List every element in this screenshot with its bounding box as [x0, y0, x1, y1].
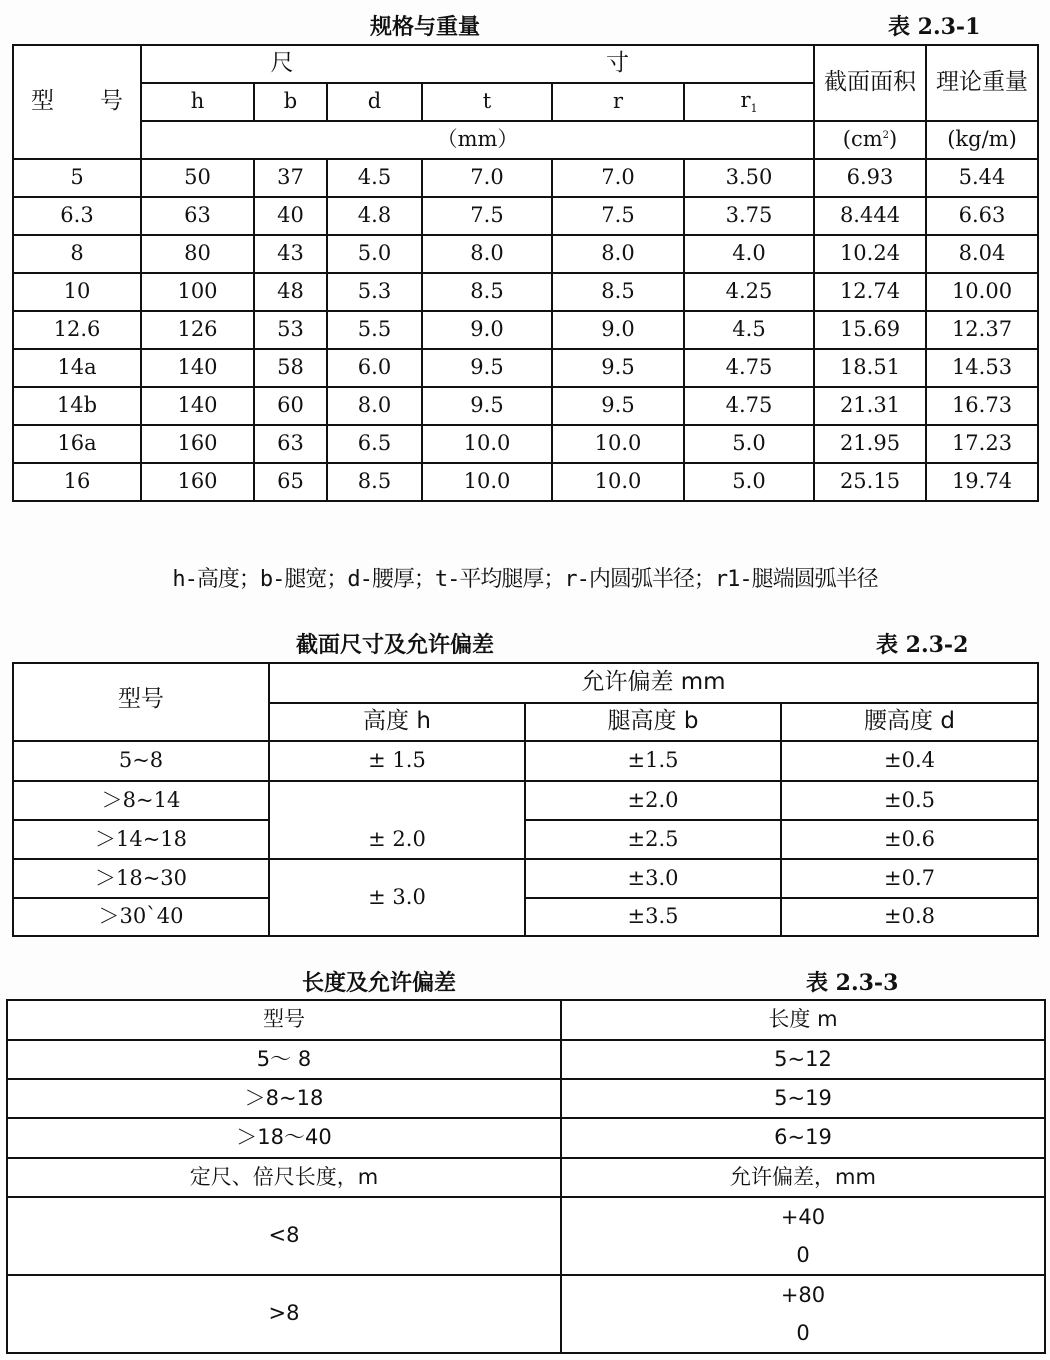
- length-tolerance-table: [6, 999, 1046, 1354]
- t3-tolerance-lower: 0: [796, 1321, 810, 1345]
- table1-cell: 10.0: [422, 425, 552, 463]
- table1-cell: 58: [254, 349, 327, 387]
- model-header: 型 号: [13, 45, 141, 159]
- table1-cell: 17.23: [926, 425, 1038, 463]
- table1-cell: 5.5: [327, 311, 422, 349]
- t3-tolerance-upper: +40: [780, 1205, 826, 1229]
- table1-cell: 7.0: [552, 159, 684, 197]
- table1-cell: 100: [141, 273, 254, 311]
- t2-b-value: ±2.0: [525, 781, 781, 820]
- table1-row: [13, 349, 1038, 387]
- table2-number: 表 2.3-2: [876, 632, 969, 658]
- table1-cell: 14b: [13, 387, 141, 425]
- table3-title: 长度及允许偏差: [302, 970, 457, 996]
- table1-cell: 10.0: [422, 463, 552, 501]
- table1-cell: 12.6: [13, 311, 141, 349]
- table1-cell: 18.51: [814, 349, 926, 387]
- col-r: r: [552, 83, 684, 121]
- table1-cell: 6.3: [13, 197, 141, 235]
- table1-cell: 4.25: [684, 273, 814, 311]
- t3-length-header: 长度 m: [561, 1000, 1045, 1040]
- unit-area: [814, 121, 926, 159]
- table1-cell: 63: [254, 425, 327, 463]
- t2-h-value: ± 2.0: [269, 781, 525, 859]
- table1-cell: 14.53: [926, 349, 1038, 387]
- col-h: h: [141, 83, 254, 121]
- table1-cell: 5.3: [327, 273, 422, 311]
- table1-cell: 19.74: [926, 463, 1038, 501]
- table1-number: 表 2.3-1: [888, 14, 981, 40]
- table1-cell: 9.5: [422, 349, 552, 387]
- t3-model: 5～ 8: [7, 1040, 561, 1079]
- table1-cell: 4.75: [684, 349, 814, 387]
- size-header-right: 寸: [422, 45, 814, 83]
- table1-cell: 10.24: [814, 235, 926, 273]
- t2-model-header: 型号: [13, 663, 269, 741]
- table1-cell: 8.5: [327, 463, 422, 501]
- table1-cell: 16a: [13, 425, 141, 463]
- table3-number: 表 2.3-3: [806, 970, 899, 996]
- table1-row: [13, 387, 1038, 425]
- t3-fixed-length-header: 定尺、倍尺长度，m: [7, 1158, 561, 1197]
- table1-cell: 12.74: [814, 273, 926, 311]
- t2-d-value: ±0.7: [781, 859, 1038, 898]
- table1-cell: 126: [141, 311, 254, 349]
- table1-cell: 8.5: [552, 273, 684, 311]
- legend-note: h-高度；b-腿宽；d-腰厚；t-平均腿厚；r-内圆弧半径；r1-腿端圆弧半径: [172, 567, 878, 592]
- table1-cell: 25.15: [814, 463, 926, 501]
- table2-title: 截面尺寸及允许偏差: [296, 632, 495, 658]
- t3-model: ＞18～40: [7, 1118, 561, 1158]
- t2-b-header: 腿高度 b: [525, 703, 781, 741]
- t3-length: 6~19: [561, 1118, 1045, 1158]
- table1-cell: 5: [13, 159, 141, 197]
- col-b: b: [254, 83, 327, 121]
- table1-cell: 37: [254, 159, 327, 197]
- table1-cell: 7.5: [422, 197, 552, 235]
- t2-d-value: ±0.8: [781, 898, 1038, 936]
- t2-d-value: ±0.5: [781, 781, 1038, 820]
- table1-cell: 5.0: [684, 425, 814, 463]
- table1-cell: 140: [141, 349, 254, 387]
- table1-cell: 10.0: [552, 425, 684, 463]
- t2-model: ＞30`40: [13, 898, 269, 936]
- table1-cell: 5.0: [684, 463, 814, 501]
- table1-cell: 8.04: [926, 235, 1038, 273]
- table1-cell: 40: [254, 197, 327, 235]
- table1-cell: 60: [254, 387, 327, 425]
- table1-cell: 8.0: [327, 387, 422, 425]
- table1-cell: 3.75: [684, 197, 814, 235]
- table1-row: [13, 463, 1038, 501]
- area-header: 截面面积: [814, 45, 926, 121]
- t3-length: 5~19: [561, 1079, 1045, 1118]
- table1-cell: 4.0: [684, 235, 814, 273]
- table1-cell: 53: [254, 311, 327, 349]
- table1-cell: 10.0: [552, 463, 684, 501]
- t2-h-value: ± 1.5: [269, 741, 525, 781]
- t2-b-value: ±2.5: [525, 820, 781, 859]
- table1-cell: 48: [254, 273, 327, 311]
- table1-cell: 10.00: [926, 273, 1038, 311]
- t3-length: 5~12: [561, 1040, 1045, 1079]
- table1-cell: 8.0: [422, 235, 552, 273]
- t2-h-header: 高度 h: [269, 703, 525, 741]
- table1-cell: 7.0: [422, 159, 552, 197]
- table1-cell: 5.44: [926, 159, 1038, 197]
- t3-tolerance-header: 允许偏差，mm: [561, 1158, 1045, 1197]
- table1-row: [13, 159, 1038, 197]
- t3-fixed-length: <8: [7, 1197, 561, 1275]
- table1-cell: 160: [141, 425, 254, 463]
- table1-cell: 63: [141, 197, 254, 235]
- table1-cell: 12.37: [926, 311, 1038, 349]
- col-r1-label: r: [740, 88, 751, 113]
- table1-cell: 4.5: [327, 159, 422, 197]
- t3-model-header: 型号: [7, 1000, 561, 1040]
- t3-fixed-length: >8: [7, 1275, 561, 1353]
- t2-b-value: ±1.5: [525, 741, 781, 781]
- table1-cell: 6.5: [327, 425, 422, 463]
- col-t: t: [422, 83, 552, 121]
- table1-cell: 50: [141, 159, 254, 197]
- table1-cell: 7.5: [552, 197, 684, 235]
- unit-weight: (kg/m): [926, 121, 1038, 159]
- table1-cell: 16.73: [926, 387, 1038, 425]
- table1-cell: 21.31: [814, 387, 926, 425]
- table1-cell: 140: [141, 387, 254, 425]
- table1-cell: 9.5: [552, 349, 684, 387]
- t2-model: ＞14~18: [13, 820, 269, 859]
- t2-d-header: 腰高度 d: [781, 703, 1038, 741]
- col-r1: [684, 83, 814, 121]
- table1-cell: 65: [254, 463, 327, 501]
- unit-area-close: ): [889, 127, 898, 152]
- table1-cell: 6.63: [926, 197, 1038, 235]
- table1-cell: 8.444: [814, 197, 926, 235]
- t2-d-value: ±0.6: [781, 820, 1038, 859]
- unit-area-sup: 2: [882, 130, 890, 142]
- table1-title: 规格与重量: [370, 14, 481, 40]
- table1-cell: 160: [141, 463, 254, 501]
- t3-tolerance-upper: +80: [780, 1283, 826, 1307]
- unit-mm: （mm）: [141, 121, 814, 159]
- table1-cell: 14a: [13, 349, 141, 387]
- table1-cell: 8.5: [422, 273, 552, 311]
- t3-model: ＞8~18: [7, 1079, 561, 1118]
- table1-cell: 10: [13, 273, 141, 311]
- table1-cell: 9.0: [552, 311, 684, 349]
- t2-tolerance-header: 允许偏差 mm: [269, 663, 1038, 703]
- t2-h-value: ± 3.0: [269, 859, 525, 936]
- weight-header: 理论重量: [926, 45, 1038, 121]
- t2-d-value: ±0.4: [781, 741, 1038, 781]
- t3-tolerance: [561, 1275, 1045, 1353]
- table1-row: [13, 197, 1038, 235]
- t3-tolerance-lower: 0: [796, 1243, 810, 1267]
- table1-cell: 5.0: [327, 235, 422, 273]
- table1-cell: 16: [13, 463, 141, 501]
- table1-row: [13, 273, 1038, 311]
- table1-cell: 80: [141, 235, 254, 273]
- table1-cell: 4.75: [684, 387, 814, 425]
- table1-cell: 3.50: [684, 159, 814, 197]
- size-header-left: 尺: [141, 45, 422, 83]
- t2-b-value: ±3.5: [525, 898, 781, 936]
- table1-cell: 21.95: [814, 425, 926, 463]
- table1-cell: 15.69: [814, 311, 926, 349]
- t2-model: 5~8: [13, 741, 269, 781]
- section-tolerance-table: [12, 662, 1039, 937]
- table1-row: [13, 311, 1038, 349]
- col-r1-sub: 1: [750, 102, 758, 116]
- table1-cell: 9.0: [422, 311, 552, 349]
- unit-area-text: (cm: [842, 127, 883, 152]
- table1-cell: 9.5: [422, 387, 552, 425]
- table1-cell: 8.0: [552, 235, 684, 273]
- t2-model: ＞8~14: [13, 781, 269, 820]
- table1-cell: 6.93: [814, 159, 926, 197]
- t3-tolerance: [561, 1197, 1045, 1275]
- t2-model: ＞18~30: [13, 859, 269, 898]
- table1-cell: 4.5: [684, 311, 814, 349]
- table1-row: [13, 235, 1038, 273]
- spec-weight-table: [12, 44, 1039, 502]
- table1-cell: 8: [13, 235, 141, 273]
- table1-cell: 9.5: [552, 387, 684, 425]
- col-d: d: [327, 83, 422, 121]
- t2-b-value: ±3.0: [525, 859, 781, 898]
- table1-cell: 43: [254, 235, 327, 273]
- table1-cell: 6.0: [327, 349, 422, 387]
- table1-cell: 4.8: [327, 197, 422, 235]
- table1-row: [13, 425, 1038, 463]
